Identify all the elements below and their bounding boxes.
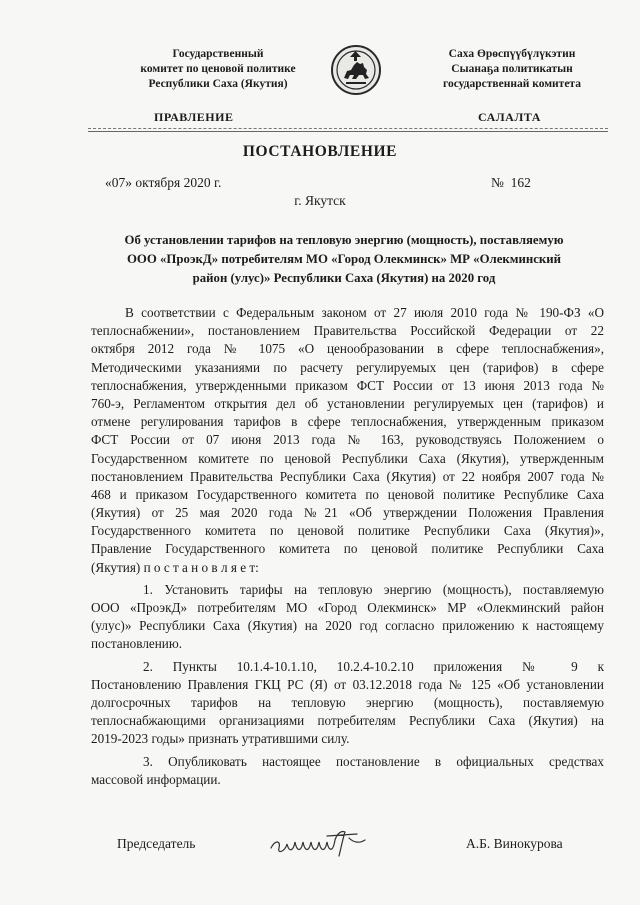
board-label-russian: ПРАВЛЕНИЕ	[154, 110, 234, 124]
issuer-line: Саха Өрөспүүбүлүкэтин	[448, 48, 576, 60]
signatory-name: А.Б. Винокурова	[466, 836, 563, 851]
issuer-line: Сыанаҕа политикатын	[451, 63, 573, 75]
document-date: «07» октября 2020 г.	[105, 175, 222, 190]
preamble-line: Государственного комитета по ценовой политике Республики Саха (Якутия)»,	[91, 523, 604, 539]
preamble-line: Методическими указаниями по расчету регулируемых цен (тарифов) в сфере	[91, 359, 604, 375]
board-label-yakut: САЛАЛТА	[478, 110, 541, 124]
item-2-line: теплоснабжающими организациями потребителям Республики Саха (Якутия) на	[91, 713, 604, 729]
preamble-line: 468 и приказом Государственного комитета по ценовой политике Республике Саха	[91, 486, 604, 502]
issuer-line: государственнай комитета	[443, 78, 581, 90]
item-2-line: 2. Пункты 10.1.4-10.1.10, 10.2.4-10.2.10 приложения № 9 к	[143, 658, 604, 674]
subject-line: Об установлении тарифов на тепловую энергию (мощность), поставляемую	[124, 233, 564, 247]
preamble-line: теплоснабжения, утвержденными приказом ФСТ России от 13 июня 2013 года №	[91, 377, 604, 393]
item-1-line: постановлению.	[91, 636, 183, 652]
handwritten-signature	[265, 822, 375, 862]
document-city: г. Якутск	[294, 193, 346, 208]
item-2-line: Постановлению Правления ГКЦ РС (Я) от 03.12.2018 года № 125 «Об установлении	[91, 676, 604, 692]
issuer-name-russian	[103, 47, 333, 92]
preamble-line: Правление Государственного комитета по ценовой политике Республики Саха	[91, 541, 604, 557]
document-title: ПОСТАНОВЛЕНИЕ	[242, 143, 398, 160]
document-number: № 162	[491, 175, 531, 190]
preamble-line: Государственном комитете по ценовой Республики Саха (Якутия), утвержденным	[91, 450, 604, 466]
item-1-line: (улус)» Республики Саха (Якутия) на 2020 год согласно приложению к настоящему	[91, 618, 604, 634]
document-body	[91, 304, 604, 789]
item-2-line: долгосрочных тарифов на тепловую энергию (мощность), поставляемую	[91, 694, 604, 710]
issuer-name-yakut	[397, 47, 627, 92]
item-1-line: ООО «ПроэкД» потребителям МО «Город Олекминск» МР «Олекминский район	[91, 600, 604, 616]
preamble-line: 760-э, Регламентом открытия дел об установлении регулируемых цен (тарифов) и	[91, 395, 604, 411]
subject-line: ООО «ПроэкД» потребителям МО «Город Олекминск» МР «Олекминский	[126, 252, 562, 266]
preamble-line: (Якутия) п о с т а н о в л я е т:	[91, 559, 259, 575]
item-3-line: 3. Опубликовать настоящее постановление в официальных средствах	[143, 753, 604, 769]
item-2-line: 2019-2023 годы» признать утратившими силу.	[91, 731, 350, 747]
issuer-line: Государственный	[172, 48, 264, 60]
preamble-line: (Якутия) от 25 мая 2020 года №21 «Об утверждении Положения Правления	[91, 505, 604, 521]
header-divider	[88, 131, 608, 132]
signatory-title: Председатель	[117, 836, 196, 851]
subject-line: район (улус)» Республики Саха (Якутия) на 2020 год	[192, 271, 496, 285]
preamble-line: октября 2012 года № 1075 «О ценообразовании в сфере теплоснабжения»,	[91, 341, 604, 357]
preamble-line: теплоснабжении», постановлением Правительства Российской Федерации от 22	[91, 323, 604, 339]
preamble-line: постановлением Правительства Республики Саха (Якутия) от 22 ноября 2007 года №	[91, 468, 604, 484]
item-3-line: массовой информации.	[91, 771, 221, 787]
header-divider	[88, 128, 608, 129]
item-1-line: 1. Установить тарифы на тепловую энергию (мощность), поставляемую	[143, 581, 604, 597]
issuer-line: комитет по ценовой политике	[140, 63, 296, 75]
issuer-line: Республики Саха (Якутия)	[148, 78, 288, 90]
document-subject	[94, 231, 594, 288]
preamble-line: ФСТ России от 07 июня 2013 года № 163, руководствуясь Положением о	[91, 432, 604, 448]
preamble-line: отмене регулирования тарифов в сфере теплоснабжения, утвержденным приказом	[91, 414, 604, 430]
coat-of-arms-emblem-icon	[330, 44, 382, 96]
preamble-line: В соответствии с Федеральным законом от 27 июля 2010 года № 190-ФЗ «О	[125, 305, 604, 320]
